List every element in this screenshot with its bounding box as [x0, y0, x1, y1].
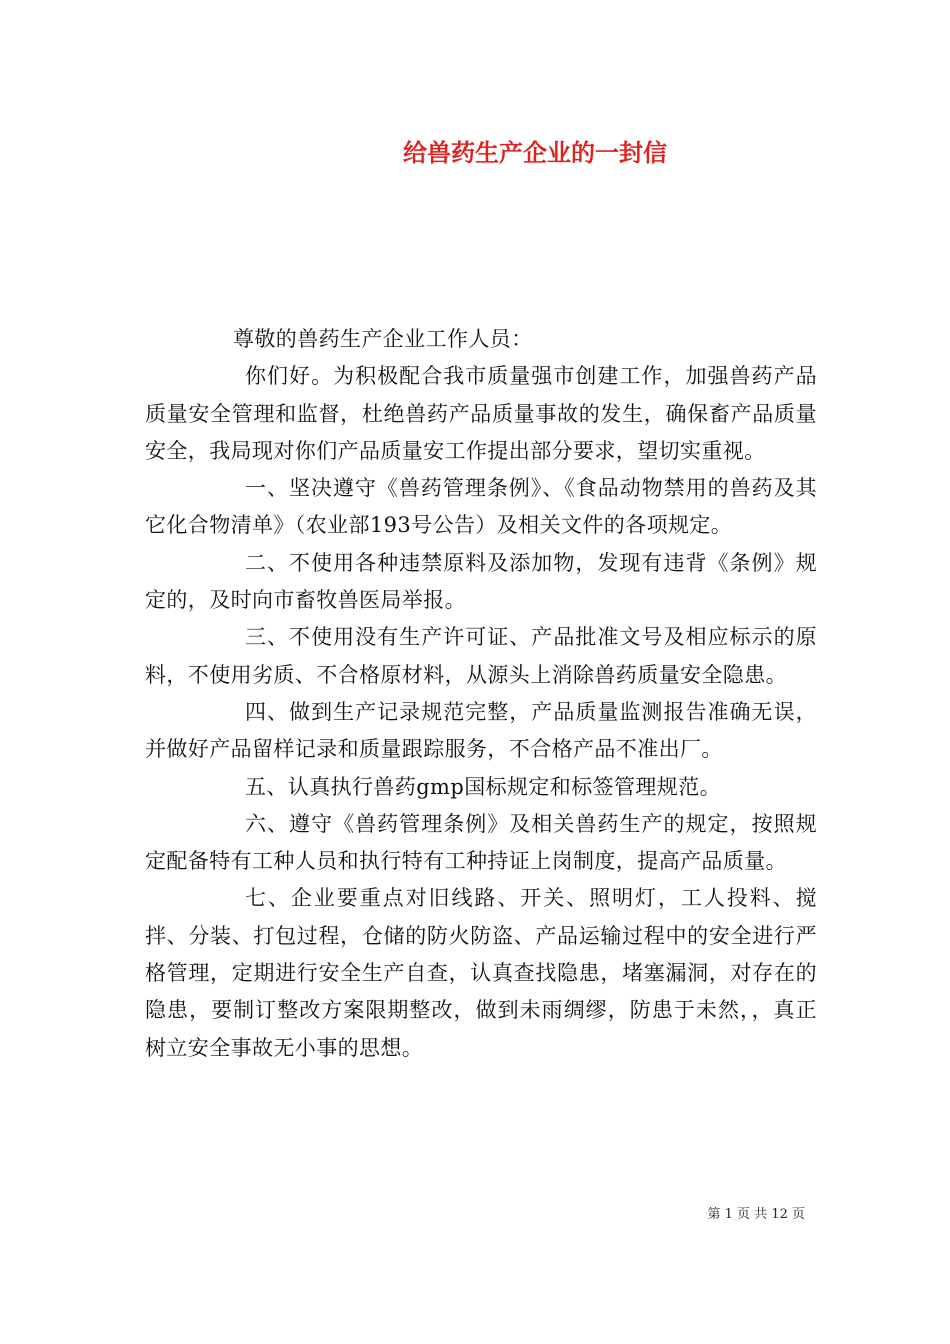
paragraph-item-7: 七、企业要重点对旧线路、开关、照明灯，工人投料、搅拌、分装、打包过程，仓储的防火防盗、产品运输过程中的安全进行严格管理，定期进行安全生产自查，认真查找隐患，堵塞漏洞，对存在的隐患，要制订整改方案限期整改，做到未雨绸缪，防患于未然，，真正树立安全事故无小事的思想。 [145, 886, 817, 1060]
paragraph-item-4: 四、做到生产记录规范完整，产品质量监测报告准确无误，并做好产品留样记录和质量跟踪服务，不合格产品不准出厂。 [145, 699, 817, 762]
paragraph-item-2: 二、不使用各种违禁原料及添加物，发现有违背《条例》规定的，及时向市畜牧兽医局举报。 [145, 550, 817, 613]
letter-body [145, 321, 817, 1067]
greeting: 尊敬的兽药生产企业工作人员： [233, 327, 533, 351]
document-title: 给兽药生产企业的一封信 [403, 138, 667, 167]
paragraph-item-6: 六、遵守《兽药管理条例》及相关兽药生产的规定，按照规定配备特有工种人员和执行特有工种持证上岗制度，提高产品质量。 [145, 811, 817, 874]
paragraph-item-5: 五、认真执行兽药gmp国标规定和标签管理规范。 [245, 774, 721, 799]
page-number: 第 1 页 共 12 页 [707, 1207, 805, 1222]
paragraph-intro: 你们好。为积极配合我市质量强市创建工作，加强兽药产品质量安全管理和监督，杜绝兽药产品质量事故的发生，确保畜产品质量安全，我局现对你们产品质量安工作提出部分要求，望切实重视。 [145, 364, 817, 463]
paragraph-item-3: 三、不使用没有生产许可证、产品批准文号及相应标示的原料，不使用劣质、不合格原材料，从源头上消除兽药质量安全隐患。 [145, 625, 817, 687]
paragraph-item-1: 一、坚决遵守《兽药管理条例》、《食品动物禁用的兽药及其它化合物清单》（农业部193号公告）及相关文件的各项规定。 [145, 476, 817, 538]
